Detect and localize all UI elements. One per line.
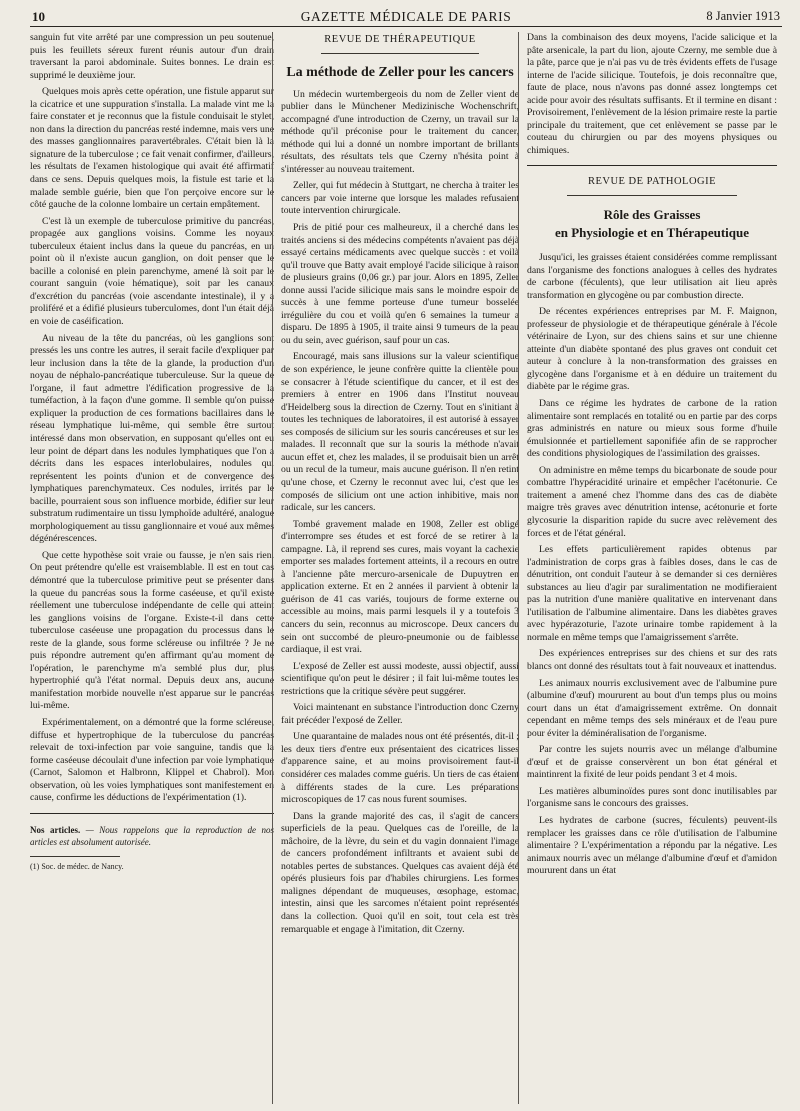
reproduction-note: [30, 824, 274, 848]
note-label: Nos articles.: [30, 824, 81, 835]
paragraph: Dans ce régime les hydrates de carbone de la ration alimentaire sont remplacés en totalité ou en partie par des corps gras administrés en nature ou mieux sous forme d'huile émulsionnée et partiellement saponifiée afin de se rapprocher des conditions physiologiques de l'assimilation des graisses.: [527, 398, 777, 460]
paragraph: Expérimentalement, on a démontré que la forme scléreuse, diffuse et hypertrophique de la tuberculose du pancréas relevait de toxi-infection par voie sanguine, tandis que la forme caséeuse découlait d'une infection par voie lymphatique (Carnot, Salomon et Halbronn, Klippel et Chabrol). Mon observation, où les voies lymphatiques sont manifestement en cause, confirme les déductions de l'expérimentation (1).: [30, 716, 274, 804]
article-title-line-2: en Physiologie et en Thérapeutique: [554, 225, 750, 241]
paragraph: De récentes expériences entreprises par M. F. Maignon, professeur de physiologie et de thérapeutique générale à l'école vétérinaire de Lyon, sur des chiens sains et sur une chienne atteinte d'un diabète spontané des plus graves ont conduit cet auteur à conclure à la non-transformation des graisses en glycogène dans l'organisme et à en déduire un traitement du diabète par le régime gras.: [527, 306, 777, 393]
paragraph: Zeller, qui fut médecin à Stuttgart, ne chercha à traiter les cancers par voie interne que lorsque les malades refusaient toute intervention chirurgicale.: [281, 180, 519, 217]
paragraph: Dans la grande majorité des cas, il s'agit de cancers superficiels de la peau. Quelques cas de l'oreille, de la mâchoire, de la lèvre, du sein et du vagin donnaient l'image de cancers profondément infiltrants et avaient subi de notables pertes de substances. Quelques cas avaient déjà été opérés plusieurs fois par d'habiles chirurgiens. Les formes malignes dépendant de muqueuses, œsophage, estomac, intestin, ainsi que les sarcomes n'étaient point représentés dans la collection. Quoi qu'il en soit, tout cela est très remarquable et engage à l'imitation, dit Czerny.: [281, 810, 519, 935]
rubric-rule: [567, 195, 737, 196]
footnote-divider: [30, 856, 120, 857]
divider: [527, 165, 777, 166]
paragraph: Au niveau de la tête du pancréas, où les ganglions sont pressés les uns contre les autres, il serait facile d'expliquer par leur inclusion dans la tête de la glande, la production d'un noyau de néphalo-pancréatique tuberculeuse. Sur la queue de l'organe, il faut admettre l'édification progressive de la tuméfaction, à la façon d'une gomme. Il semble qu'on puisse expliquer la production de ces formations bacillaires dans le réseau lymphatique lui-même, qui semble être surtout intéressé dans mon observation, en supposant qu'elles ont eu leur point de départ dans les nodules lymphatiques que l'on a décrits dans les espaces interlobulaires, nodules qui représentent les points d'union et de convergence des lymphatiques parenchymateux. Ces nodules, irrités par le bacille, pourraient sous son influence morbide, édifier sur leur substratum rudimentaire un tissu lymphoïde adultéré, analogue morphologiquement au tissu ganglionnaire et voué aux mêmes dégénérescences.: [30, 332, 274, 545]
section-rubric: REVUE DE PATHOLOGIE: [587, 176, 717, 188]
paragraph: L'exposé de Zeller est aussi modeste, aussi objectif, aussi scientifique qu'on peut le désirer ; il fait lui-même toutes les restrictions que la critique sévère peut suggérer.: [281, 660, 519, 697]
paragraph: Jusqu'ici, les graisses étaient considérées comme remplissant dans l'organisme des fonctions analogues à celles des hydrates de carbone (féculents), que leur utilisation ait lieu après transformation en glycogène ou par combustion directe.: [527, 252, 777, 301]
paragraph: Encouragé, mais sans illusions sur la valeur scientifique de son expérience, le jeune confrère quitte la clientèle pour se consacrer à l'étude scientifique du cancer, et il est des premiers à entrer en 1906 dans l'Institut nouveau d'Heidelberg sous la direction de Czerny. Tout en s'initiant à toutes les techniques de laboratoires, il est autorisé à essayer ses composés de silicium sur les souris cancéreuses et sur les malades. Il reconnaît que sur la souris la méthode n'avait aucun effet et, chez les malades, il se produisait bien un arrêt ou un recul de la tumeur, mais aucune guérison. Il n'en retint qu'une chose, et Czerny le reconnut avec lui, c'est que les composés de silicium ont une action inhibitive, mais non radicale, sur les cancers.: [281, 351, 519, 514]
paragraph: Des expériences entreprises sur des chiens et sur des rats blancs ont donné des résultats tout à fait nouveaux et inattendus.: [527, 648, 777, 672]
paragraph: Pris de pitié pour ces malheureux, il a cherché dans les traités anciens si des médecins compétents n'avaient pas déjà essayé certains médicaments avec quelque succès : et voilà qu'il trouve que Batty avait employé l'acide silicique à raison de plusieurs grains (0,06 gr.) par jour. Alors en 1895, Zeller donne aussi l'acide silicique mais sans le moindre espoir de succès à une femme porteuse d'une tumeur bosselée irrégulière du cou et voilà qu'en 6 semaines la tumeur a disparu. De 1895 à 1905, il traite ainsi 9 tumeurs de la peau ou du sein, avec guérison, sauf pour un cas.: [281, 222, 519, 346]
column-middle: [272, 32, 519, 1104]
paragraph: Les hydrates de carbone (sucres, féculents) peuvent-ils remplacer les graisses dans ce rôle d'utilisation de l'albumine alimentaire ? L'expérimentation a répondu par la négative. Les animaux nourris avec un mélange d'albumine d'œuf et d'amidon moururent dans un état: [527, 814, 777, 877]
journal-title: GAZETTE MÉDICALE DE PARIS: [300, 9, 512, 24]
page-number: 10: [32, 9, 45, 24]
note-text: — Nous rappelons que la reproduction de nos articles est absolument autorisée.: [30, 824, 274, 847]
paragraph: sanguin fut vite arrêté par une compression un peu soutenue, puis les feuillets séreux furent réunis autour d'un drain traversant la paroi abdominale. Suites bonnes. Le drain est supprimé le deuxième jour.: [30, 32, 274, 81]
paragraph: Les animaux nourris exclusivement avec de l'albumine pure (albumine d'œuf) moururent au bout d'un temps plus ou moins court dans un état d'amaigrissement extrême. On donnait cependant en même temps des sels minéraux et de l'eau pure pour éviter la déminéralisation de l'organisme.: [527, 677, 777, 739]
column-left: [30, 32, 274, 1104]
paragraph: Dans la combinaison des deux moyens, l'acide salicique et la pâte arsenicale, la part du lion, ajoute Czerny, me semble due à la pâte, parce que je n'ai pas vu de très évidents effets de l'usage interne de l'acide silicique. Toutefois, je dois reconnaître que, faute de place, nous n'avons pas donné assez longtemps cet acide pour avoir des résultats suffisants. Et il termine en disant : Provisoirement, l'enlèvement de la lésion primaire reste la partie principale du traitement, que cet enlèvement se passe par le couteau du chirurgien ou par des moyens physiques ou chimiques.: [527, 32, 777, 156]
paragraph: Tombé gravement malade en 1908, Zeller est obligé d'interrompre ses études et est forcé de se retirer à la campagne. Là, il reprend ses cures, mais voyant la cachexie emporter ses malades fortement atteints, il a recours en outre à l'ancienne pâte mercuro-arsenicale de Dupuytren en application externe. Et en 2 années il parvient à obtenir la guérison de 41 cas variés, toujours de forme externe ou accessible au moins, mais parmi lesquels il y a toutefois 3 cancers du sein, reconnus au microscope. Deux cancers du sein ont succombé de pleuro-pneumonie ou de faiblesse cardiaque, il est vrai.: [281, 518, 519, 656]
paragraph: Quelques mois après cette opération, une fistule apparut sur la cicatrice et une suppuration s'installa. La malade vint me la faire constater et je reconnus que la fistule conduisait le stylet, non dans la direction du pancréas resté indemne, mais vers une des masses ganglionnaires paravertébrales. C'était bien là la signature de la tuberculose ; ce fait venait confirmer, d'ailleurs, les résultats de l'examen histologique qui avait été affirmatif dans ce sens. Depuis quelques mois, la fistule est tarie et la malade semble guérie, bien que l'on perçoive encore sur le côté gauche de la colonne lombaire un certain empâtement.: [30, 86, 274, 211]
section-rubric: REVUE DE THÉRAPEUTIQUE: [324, 34, 476, 45]
column-right: [518, 32, 777, 1104]
paragraph: Les effets particulièrement rapides obtenus par l'administration de corps gras à faibles doses, dans le cas de dénutrition, ont conduit l'auteur à se demander si ces dernières substances au lieu d'agir par suralimentation ne modifieraient pas la nutrition d'une manière qualitative en intervenant dans l'utilisation de l'albumine alimentaire. Dans les diabètes graves avec hypérazoturie, l'azote urinaire tombe rapidement à la normale en même temps que l'amaigrissement s'arrête.: [527, 544, 777, 643]
article-title: [527, 206, 777, 242]
article-title: La méthode de Zeller pour les cancers: [286, 64, 514, 80]
paragraph: Voici maintenant en substance l'introduction donc Czerny fait précéder l'exposé de Zeller.: [281, 702, 519, 726]
paragraph: On administre en même temps du bicarbonate de soude pour combattre l'hypéracidité urinaire et empêcher l'acétonurie. Ce traitement a amené chez l'homme dans des cas de diabète maigre très graves avec dénutrition intense, acétonurie et forte glycosurie la disparition rapide du sucre avec relèvement des forces et de l'état général.: [527, 464, 777, 539]
paragraph: Un médecin wurtembergeois du nom de Zeller vient de publier dans le Münchener Medizinische Wochenschrift, accompagné d'une introduction de Czerny, un travail sur la méthode qu'il préconise pour le traitement du cancer, méthode qui lui a donné un nombre important de brillants résultats, des résultats tels que Czerny n'hésita point à s'intéresser au nouveau traitement.: [281, 88, 519, 175]
paragraph: Par contre les sujets nourris avec un mélange d'albumine d'œuf et de graisse conservèrent un bon état général et maintinrent la fixité de leur poids pendant 3 et 4 mois.: [527, 744, 777, 781]
page-header: [30, 6, 782, 27]
rubric-rule: [321, 53, 479, 54]
paragraph: Les matières albuminoïdes pures sont donc inutilisables par l'organisme sans le concours des graisses.: [527, 785, 777, 810]
issue-date: 8 Janvier 1913: [706, 9, 780, 23]
paragraph: Une quarantaine de malades nous ont été présentés, dit-il ; les deux tiers d'entre eux présentaient des cicatrices lisses d'apparence saine, et au moins provisoirement faut-il considérer ces malades comme guéris. Un tiers de cas étaient à différents stades de la cure. Les préparations microscopiques de 17 cas nous furent soumises.: [281, 731, 519, 806]
footnote: (1) Soc. de médec. de Nancy.: [30, 861, 124, 871]
paragraph: Que cette hypothèse soit vraie ou fausse, je n'en sais rien. On peut prétendre qu'elle est vraisemblable. Il est en tout cas démontré que la tuberculose primitive peut se présenter dans la queue du pancréas sous la forme caséeuse, et qu'il existe réellement une tuberculose indépendante de celle qui atteint les ganglions voisins de l'organe. Existe-t-il dans cette tuberculose caséeuse une propagation du processus dans le reste de la glande, sous forme scléreuse ou infiltrée ? Je ne puis répondre autrement qu'en affirmant qu'au moment de l'opération, le parenchyme m'a semblé plus dur, plus hypertrophié qu'à l'état normal. Depuis deux ans, aucune manifestation morbide nouvelle n'est apparue sur le pancréas lui-même.: [30, 549, 274, 712]
paragraph: C'est là un exemple de tuberculose primitive du pancréas, propagée aux ganglions voisins. Comme les noyaux tuberculeux étaient inclus dans la queue du pancréas, en un point où il n'existe aucun ganglion, on doit penser que le bacille a colonisé en plein parenchyme, amené là soit par le courant sanguin (voie hématique), soit par les canaux d'excrétion du pancréas (voie ascendante intestinale), il y a proliféré et a édifié plusieurs tuberculomes, dont l'un était déjà en voie de caséification.: [30, 215, 274, 328]
divider: [30, 813, 274, 814]
article-title-line-1: Rôle des Graisses: [603, 207, 701, 223]
